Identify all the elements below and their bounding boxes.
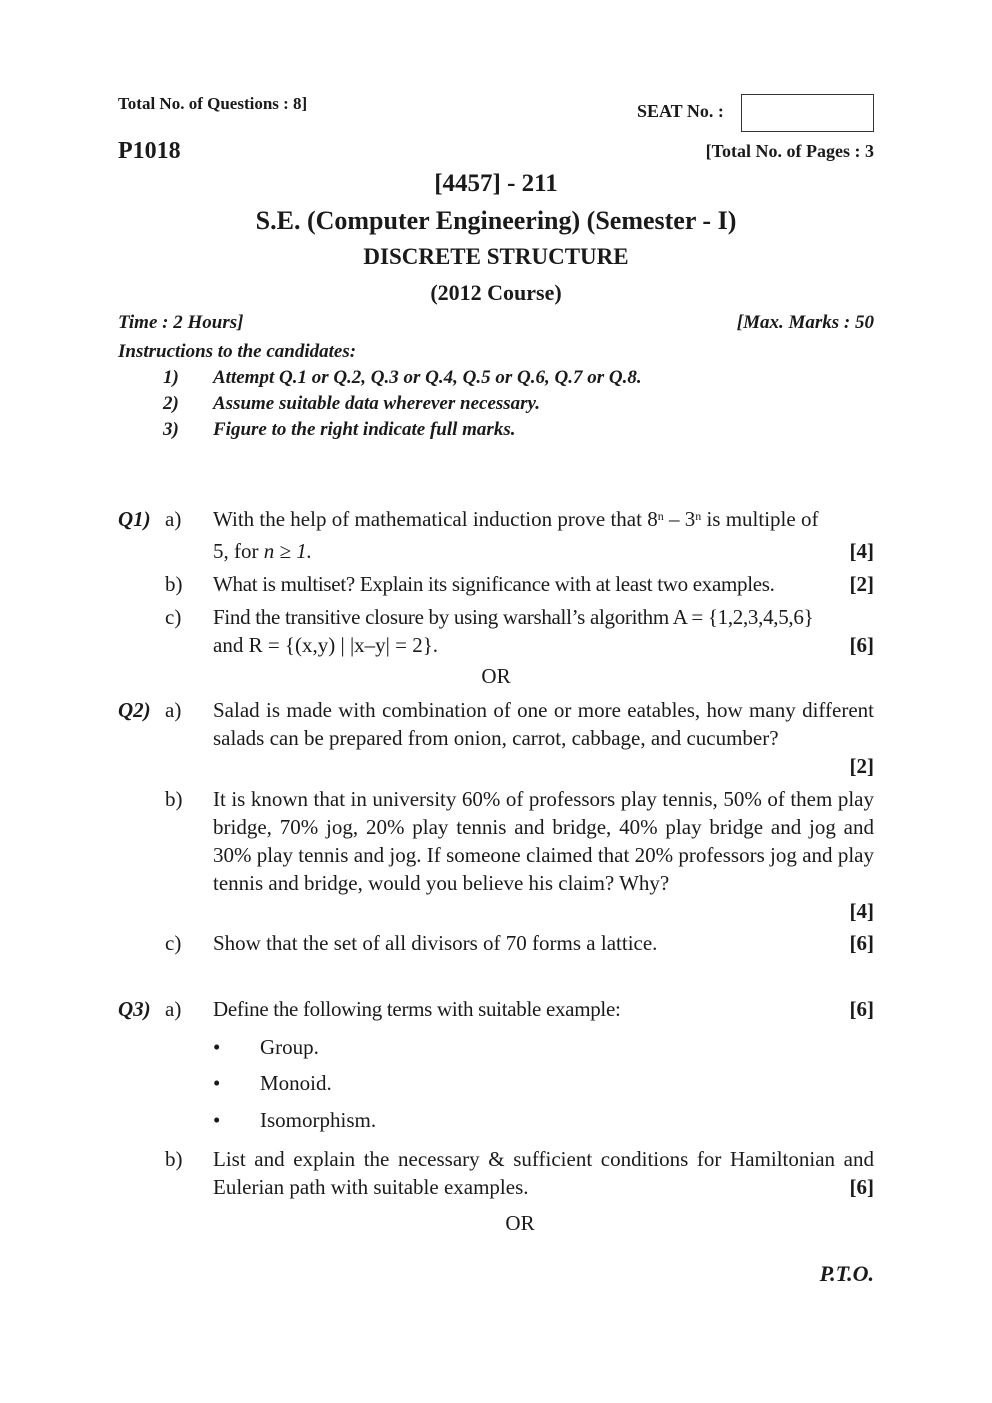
q2b-text-body: It is known that in university 60% of professors play tennis, 50% of them play bridge, 70% jog, 20% play tennis and bridge, 40% play bridge and jog and 30% play tennis and jog. If someone claimed that 20% professors jog and play tennis and bridge, would you believe his claim? Why? bbox=[213, 787, 874, 895]
instruction-text: Attempt Q.1 or Q.2, Q.3 or Q.4, Q.5 or Q.6, Q.7 or Q.8. bbox=[213, 367, 642, 388]
subpart-label: a) bbox=[165, 698, 182, 722]
q1a-exponent: n bbox=[657, 509, 664, 523]
q1a-condition: n ≥ 1. bbox=[263, 539, 313, 563]
course-year: (2012 Course) bbox=[430, 280, 562, 305]
or-separator: OR bbox=[481, 664, 511, 688]
list-item: Monoid. bbox=[260, 1071, 332, 1095]
q1c-line2: and R = {(x,y) | |x–y| = 2}. bbox=[213, 633, 439, 657]
question-label-q2: Q2) bbox=[118, 698, 151, 722]
q2a-text-body: Salad is made with combination of one or more eatables, how many different salads can be prepared from onion, carrot, cabbage, and cucumber? bbox=[213, 698, 874, 750]
seat-number-box bbox=[741, 94, 874, 132]
q1c-text: Find the transitive closure by using warshall’s algorithm A = {1,2,3,4,5,6} bbox=[213, 605, 814, 629]
q3b-text-body: List and explain the necessary & sufficient conditions for Hamiltonian and Eulerian path with suitable examples. bbox=[213, 1147, 874, 1199]
instructions-heading: Instructions to the candidates: bbox=[118, 341, 357, 362]
seat-label: SEAT No. : bbox=[637, 101, 724, 121]
q1c-marks: [6] bbox=[849, 633, 874, 657]
q1a-text bbox=[213, 505, 874, 533]
q1a-line2 bbox=[213, 539, 312, 564]
q2b-text bbox=[213, 785, 874, 897]
exam-time: Time : 2 Hours] bbox=[118, 312, 244, 333]
instruction-number: 2) bbox=[163, 393, 179, 414]
max-marks: [Max. Marks : 50 bbox=[736, 312, 874, 333]
subpart-label: b) bbox=[165, 572, 183, 596]
q3b-marks: [6] bbox=[849, 1175, 874, 1199]
question-label-q1: Q1) bbox=[118, 507, 151, 531]
q2a-marks: [2] bbox=[849, 754, 874, 778]
q1a-text-part: With the help of mathematical induction prove that 8 bbox=[213, 507, 658, 531]
q2c-marks: [6] bbox=[849, 931, 874, 955]
subpart-label: c) bbox=[165, 931, 182, 955]
q2a-text bbox=[213, 696, 874, 752]
q3a-marks: [6] bbox=[849, 997, 874, 1021]
q1b-marks: [2] bbox=[849, 572, 874, 596]
question-label-q3: Q3) bbox=[118, 997, 151, 1021]
q3b-text bbox=[213, 1145, 874, 1201]
q2c-text: Show that the set of all divisors of 70 forms a lattice. bbox=[213, 931, 658, 955]
q1a-text-part: is multiple of bbox=[701, 507, 819, 531]
subpart-label: a) bbox=[165, 997, 182, 1021]
subpart-label: c) bbox=[165, 605, 182, 629]
exam-code: [4457] - 211 bbox=[434, 170, 558, 197]
subpart-label: a) bbox=[165, 507, 182, 531]
subject-title: DISCRETE STRUCTURE bbox=[363, 244, 629, 269]
or-separator: OR bbox=[505, 1211, 535, 1235]
paper-code: P1018 bbox=[118, 138, 181, 164]
course-title: S.E. (Computer Engineering) (Semester - I) bbox=[255, 206, 737, 235]
subpart-label: b) bbox=[165, 787, 183, 811]
instruction-text: Figure to the right indicate full marks. bbox=[213, 419, 516, 440]
instruction-number: 1) bbox=[163, 367, 179, 388]
q2b-marks: [4] bbox=[849, 899, 874, 923]
q1b-text: What is multiset? Explain its significance with at least two examples. bbox=[213, 572, 775, 596]
instruction-text: Assume suitable data wherever necessary. bbox=[213, 393, 541, 414]
list-item: Isomorphism. bbox=[260, 1108, 377, 1132]
total-pages: [Total No. of Pages : 3 bbox=[705, 141, 874, 161]
bullet-icon: • bbox=[213, 1071, 221, 1095]
subpart-label: b) bbox=[165, 1147, 183, 1171]
pto-label: P.T.O. bbox=[819, 1261, 874, 1286]
q1a-text-part: 5, for bbox=[213, 539, 259, 563]
instruction-number: 3) bbox=[163, 419, 179, 440]
q3a-text: Define the following terms with suitable example: bbox=[213, 997, 621, 1021]
bullet-icon: • bbox=[213, 1108, 221, 1132]
list-item: Group. bbox=[260, 1035, 319, 1059]
q1a-text-part: – 3 bbox=[663, 507, 696, 531]
q1a-marks: [4] bbox=[849, 539, 874, 563]
total-questions: Total No. of Questions : 8] bbox=[118, 94, 308, 113]
bullet-icon: • bbox=[213, 1035, 221, 1059]
q1a-exponent: n bbox=[695, 509, 702, 523]
